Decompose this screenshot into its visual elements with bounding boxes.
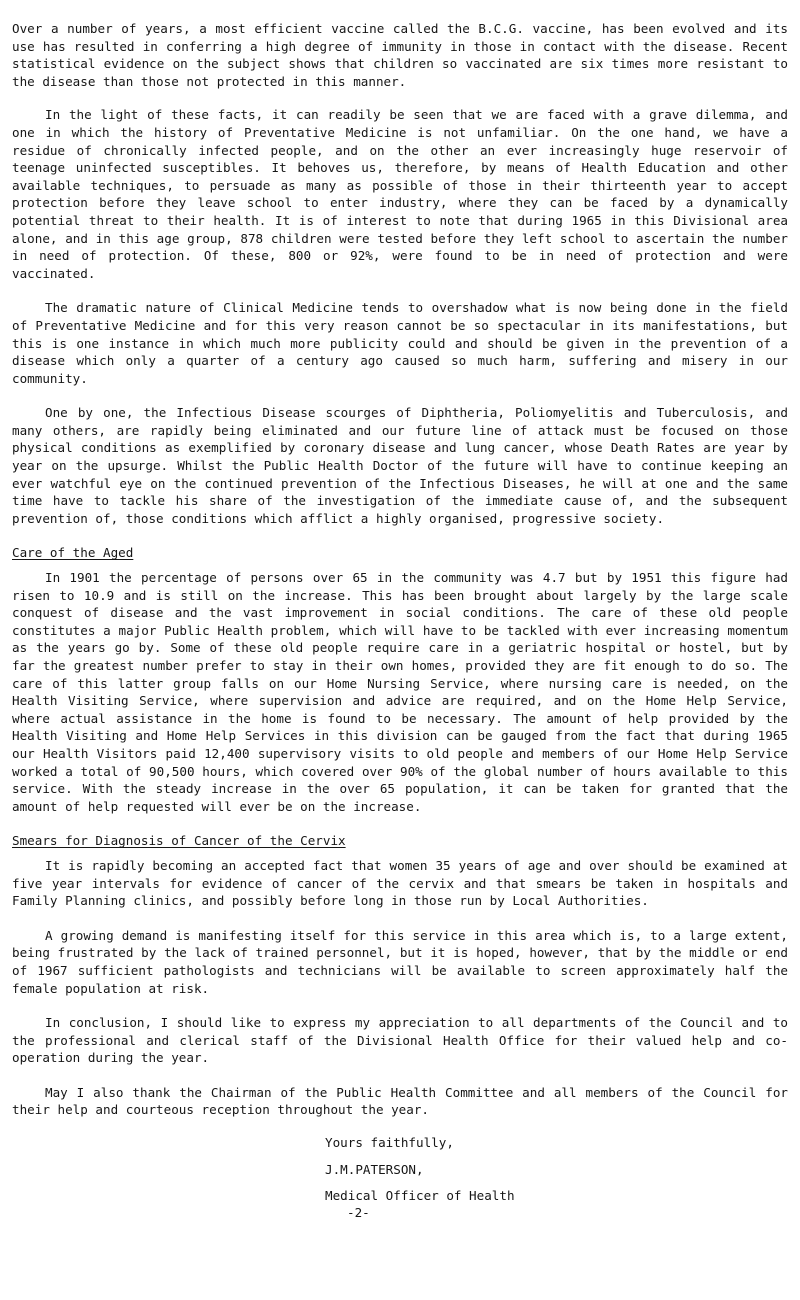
- paragraph-examination-intervals: It is rapidly becoming an accepted fact that women 35 years of age and over should be examined at five year intervals for evidence of cancer of the cervix and that smears be taken in hospitals and Family Planning clinics, and possibly before long in those run by Local Authorities.: [12, 857, 788, 909]
- paragraph-infectious-diseases: One by one, the Infectious Disease scourges of Diphtheria, Poliomyelitis and Tuberculosis, and many others, are rapidly being eliminated and our future line of attack must be focused on those physical conditions as exemplified by coronary disease and lung cancer, whose Death Rates are year by year on the upsurge. Whilst the Public Health Doctor of the future will have to continue keeping an ever watchful eye on the continued prevention of the Infectious Diseases, he will at one and the same time have to tackle his share of the investigation of the immediate cause of, and the subsequent prevention of, those conditions which afflict a highly organised, progressive society.: [12, 405, 788, 526]
- signatory-name: J.M.PATERSON,: [325, 1161, 424, 1177]
- paragraph-growing-demand: A growing demand is manifesting itself for this service in this area which is, to a large extent, being frustrated by the lack of trained personnel, but it is hoped, however, that by the middle or end of 1967 sufficient pathologists and technicians will be available to screen approximately half the female population at risk.: [12, 927, 788, 996]
- signature-block: [12, 1134, 788, 1220]
- section-heading: Smears for Diagnosis of Cancer of the Cervix: [12, 833, 346, 849]
- paragraph-thanks: May I also thank the Chairman of the Public Health Committee and all members of the Council for their help and courteous reception throughout the year.: [12, 1084, 788, 1118]
- section-cervical-smears: [12, 832, 788, 1119]
- paragraph-conclusion: In conclusion, I should like to express my appreciation to all departments of the Council and to the professional and clerical staff of the Divisional Health Office for their valued help and co-operation during the year.: [12, 1015, 788, 1066]
- paragraph-grave-dilemma: In the light of these facts, it can readily be seen that we are faced with a grave dilemma, and one in which the history of Preventative Medicine is not unfamiliar. On the one hand, we have a residue of chronically infected people, and on the other an ever increasingly huge reservoir of teenage uninfected susceptibles. It behoves us, therefore, by means of Health Education and other available techniques, to persuade as many as possible of those in their thirteenth year to accept protection before they leave school to enter industry, where they can be faced by a dynamically potential threat to their health. It is of interest to note that during 1965 in this Divisional area alone, and in this age group, 878 children were tested before they left school to ascertain the number in need of protection. Of these, 800 or 92%, were found to be in need of protection and were vaccinated.: [12, 107, 788, 281]
- section-heading: Care of the Aged: [12, 545, 134, 561]
- closing-salutation: Yours faithfully,: [325, 1135, 454, 1151]
- paragraph-bcg-vaccine: Over a number of years, a most efficient vaccine called the B.C.G. vaccine, has been evolved and its use has resulted in conferring a high degree of immunity in those in contact with the disease. Recent statistical evidence on the subject shows that children so vaccinated are six times more resistant to the disease than those not protected in this manner.: [12, 21, 788, 89]
- section-care-of-the-aged: [12, 544, 788, 815]
- paragraph-aged-population: In 1901 the percentage of persons over 65 in the community was 4.7 but by 1951 this figure had risen to 10.9 and is still on the increase. This has been brought about largely by the large scale conquest of disease and the vast improvement in social conditions. The care of these old people constitutes a major Public Health problem, which will have to be tackled with ever increasing momentum as the years go by. Some of these old people require care in a geriatric hospital or hostel, but by far the greatest number prefer to stay in their own homes, provided they are fit enough to do so. The care of this latter group falls on our Home Nursing Service, where nursing care is needed, on the Health Visiting Service, where supervision and advice are required, and on the Home Help Service, where actual assistance in the home is found to be necessary. The amount of help provided by the Health Visiting and Home Help Services in this division can be gauged from the fact that during 1965 our Health Visitors paid 12,400 supervisory visits to old people and members of our Home Help Service worked a total of 90,500 hours, which covered over 90% of the global number of hours available to this service. With the steady increase in the over 65 population, it can be taken for granted that the amount of help requested will ever be on the increase.: [12, 570, 788, 814]
- page-number: -2-: [347, 1204, 370, 1220]
- paragraph-clinical-medicine: The dramatic nature of Clinical Medicine tends to overshadow what is now being done in the field of Preventative Medicine and for this very reason cannot be so spectacular in its manifestations, but this is one instance in which much more publicity could and should be given in the prevention of a disease which only a quarter of a century ago caused so much harm, suffering and misery in our community.: [12, 300, 788, 386]
- signatory-title: Medical Officer of Health: [325, 1188, 515, 1204]
